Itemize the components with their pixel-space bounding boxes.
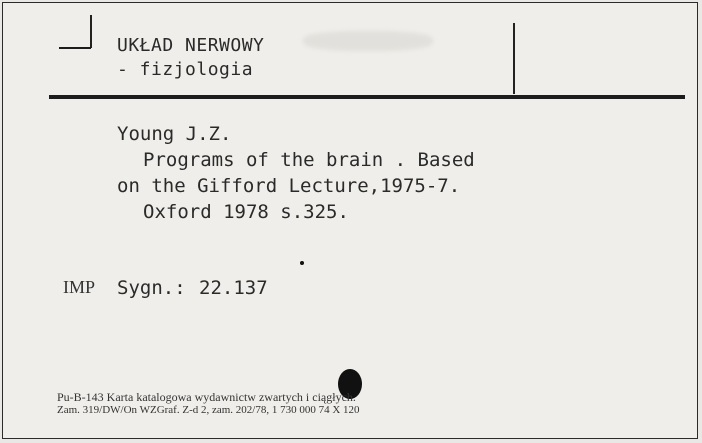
title-line-1: Programs of the brain . Based	[143, 149, 475, 171]
erasure-smudge	[303, 31, 433, 51]
signature-label: Sygn.:	[117, 277, 186, 299]
footer-line-2: Zam. 319/DW/On WZGraf. Z-d 2, zam. 202/78, 1 730 000 74 X 120	[57, 404, 360, 416]
header-divider	[513, 23, 515, 94]
imprint: Oxford 1978 s.325.	[143, 201, 349, 223]
author: Young J.Z.	[117, 123, 232, 145]
title-line-2: on the Gifford Lecture,1975-7.	[117, 175, 461, 197]
ink-dot	[300, 261, 304, 265]
subject-heading: UKŁAD NERWOWY	[117, 35, 265, 56]
signature-prefix: IMP	[63, 277, 96, 297]
header-rule	[49, 95, 685, 99]
corner-mark-vertical	[90, 15, 92, 48]
signature-number: 22.137	[199, 277, 268, 299]
corner-mark-horizontal	[59, 47, 91, 49]
footer-line-1: Pu-B-143 Karta katalogowa wydawnictw zwartych i ciągłych.	[57, 390, 356, 404]
catalog-card	[2, 2, 698, 439]
subject-subheading: - fizjologia	[117, 59, 254, 80]
